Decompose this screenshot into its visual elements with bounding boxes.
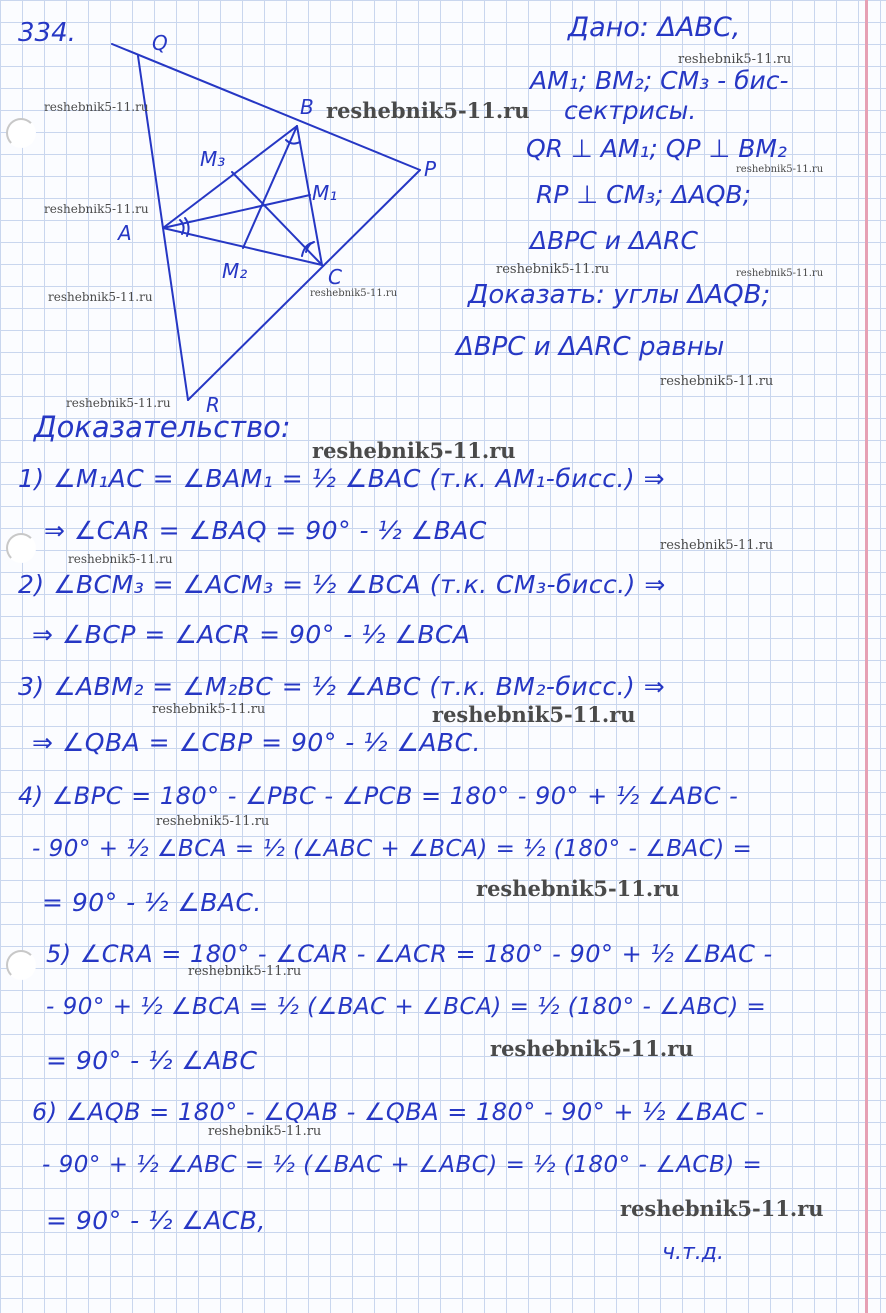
watermark: reshebnik5-11.ru [476, 876, 680, 901]
watermark: reshebnik5-11.ru [620, 1196, 824, 1221]
proof-line: 2) ∠BCM₃ = ∠ACM₃ = ½ ∠BCA (т.к. CM₃-бисс.) ⇒ [18, 570, 666, 599]
label-r: R [206, 393, 220, 417]
watermark: reshebnik5-11.ru [66, 396, 171, 410]
label-c: C [328, 265, 342, 289]
qed-mark: ч.т.д. [662, 1240, 725, 1265]
watermark: reshebnik5-11.ru [156, 814, 270, 829]
watermark: reshebnik5-11.ru [660, 374, 774, 389]
binder-hole [6, 533, 36, 563]
watermark: reshebnik5-11.ru [152, 702, 266, 717]
label-q: Q [152, 31, 168, 55]
proof-line: ⇒ ∠QBA = ∠CBP = 90° - ½ ∠ABC. [32, 728, 481, 757]
watermark: reshebnik5-11.ru [736, 268, 824, 279]
watermark: reshebnik5-11.ru [736, 164, 824, 175]
proof-line: = 90° - ½ ∠ABC [46, 1046, 258, 1075]
given-line: QR ⊥ AM₁; QP ⊥ BM₂ [526, 134, 787, 163]
given-line: RP ⊥ CM₃; ΔAQB; [536, 180, 751, 209]
watermark: reshebnik5-11.ru [208, 1124, 322, 1139]
label-p: P [424, 157, 437, 181]
watermark: reshebnik5-11.ru [44, 100, 149, 114]
label-b: B [300, 95, 314, 119]
proof-heading: Доказательство: [34, 410, 291, 444]
problem-number: 334. [18, 18, 76, 48]
proof-line: 5) ∠CRA = 180° - ∠CAR - ∠ACR = 180° - 90° + ½ ∠BAC - [46, 940, 773, 968]
watermark: reshebnik5-11.ru [188, 964, 302, 979]
proof-line: 6) ∠AQB = 180° - ∠QAB - ∠QBA = 180° - 90° + ½ ∠BAC - [32, 1098, 765, 1126]
watermark: reshebnik5-11.ru [68, 552, 173, 566]
angle-mark-b [286, 140, 300, 144]
watermark: reshebnik5-11.ru [44, 202, 149, 216]
proof-line: 3) ∠ABM₂ = ∠M₂BC = ½ ∠ABC (т.к. BM₂-бисс.) ⇒ [18, 672, 666, 701]
prove-line: ΔBPC и ΔARC равны [456, 332, 725, 362]
label-m3: M₃ [200, 147, 226, 171]
label-m1: M₁ [312, 181, 338, 205]
given-line: Дано: ΔABC, [568, 12, 741, 43]
watermark: reshebnik5-11.ru [310, 288, 398, 299]
watermark: reshebnik5-11.ru [312, 438, 516, 463]
label-a: A [118, 221, 132, 245]
watermark: reshebnik5-11.ru [48, 290, 153, 304]
line-rp [188, 170, 420, 400]
watermark: reshebnik5-11.ru [496, 262, 610, 277]
proof-line: - 90° + ½ ∠ABC = ½ (∠BAC + ∠ABC) = ½ (180° - ∠ACB) = [42, 1152, 763, 1178]
given-line: ΔBPC и ΔARC [530, 226, 698, 255]
given-line: сектрисы. [564, 96, 697, 125]
proof-line: ⇒ ∠CAR = ∠BAQ = 90° - ½ ∠BAC [44, 516, 487, 545]
margin-line [865, 0, 868, 1313]
proof-line: 1) ∠M₁AC = ∠BAM₁ = ½ ∠BAC (т.к. AM₁-бисс.) ⇒ [18, 464, 666, 493]
label-m2: M₂ [222, 259, 248, 283]
proof-line: - 90° + ½ ∠BCA = ½ (∠BAC + ∠BCA) = ½ (180° - ∠ABC) = [46, 994, 767, 1020]
proof-line: = 90° - ½ ∠ACB, [46, 1206, 266, 1235]
watermark: reshebnik5-11.ru [660, 538, 774, 553]
watermark: reshebnik5-11.ru [678, 52, 792, 67]
binder-hole [6, 950, 36, 980]
prove-line: Доказать: углы ΔAQB; [468, 280, 771, 310]
watermark: reshebnik5-11.ru [326, 98, 530, 123]
watermark: reshebnik5-11.ru [432, 702, 636, 727]
given-line: AM₁; BM₂; CM₃ - бис- [530, 66, 789, 95]
proof-line: ⇒ ∠BCP = ∠ACR = 90° - ½ ∠BCA [32, 620, 471, 649]
proof-line: 4) ∠BPC = 180° - ∠PBC - ∠PCB = 180° - 90° + ½ ∠ABC - [18, 782, 739, 810]
watermark: reshebnik5-11.ru [490, 1036, 694, 1061]
proof-line: - 90° + ½ ∠BCA = ½ (∠ABC + ∠BCA) = ½ (180° - ∠BAC) = [32, 836, 753, 862]
proof-line: = 90° - ½ ∠BAC. [42, 888, 262, 917]
